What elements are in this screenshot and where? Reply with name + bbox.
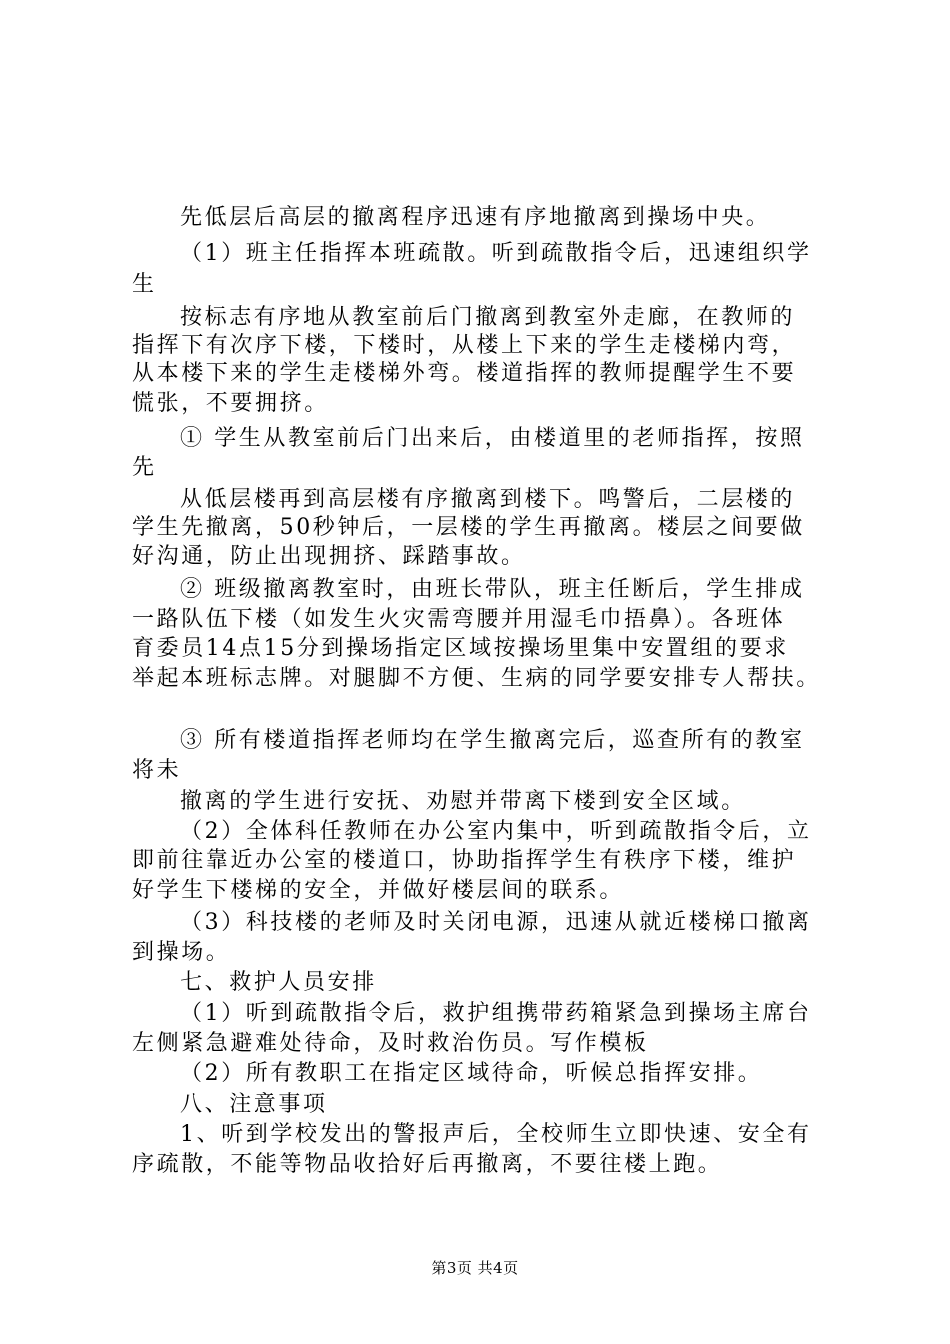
body-text-line: ③ 所有楼道指挥老师均在学生撤离完后，巡查所有的教室 bbox=[180, 728, 805, 753]
body-text-line: 从本楼下来的学生走楼梯外弯。楼道指挥的教师提醒学生不要 bbox=[132, 361, 797, 386]
body-text-line: 学生先撤离，50秒钟后，一层楼的学生再撤离。楼层之间要做 bbox=[132, 515, 805, 540]
body-text-line: 序疏散，不能等物品收拾好后再撤离，不要往楼上跑。 bbox=[132, 1152, 723, 1177]
body-text-line: 左侧紧急避难处待命，及时救治伤员。写作模板 bbox=[132, 1031, 649, 1056]
body-text-line: 1、听到学校发出的警报声后，全校师生立即快速、安全有 bbox=[180, 1122, 812, 1147]
body-text-line: 好学生下楼梯的安全，并做好楼层间的联系。 bbox=[132, 878, 625, 903]
body-text-line: 举起本班标志牌。对腿脚不方便、生病的同学要安排专人帮扶。 bbox=[132, 666, 821, 691]
body-text-line: （2）全体科任教师在办公室内集中，听到疏散指令后，立 bbox=[180, 819, 812, 844]
body-text-line: 生 bbox=[132, 272, 157, 297]
body-text-line: 到操场。 bbox=[132, 940, 231, 965]
body-text-line: 先低层后高层的撤离程序迅速有序地撤离到操场中央。 bbox=[180, 205, 771, 230]
body-text-line: 按标志有序地从教室前后门撤离到教室外走廊，在教师的 bbox=[180, 305, 796, 330]
body-text-line: 将未 bbox=[132, 758, 182, 783]
body-text-line: 指挥下有次序下楼，下楼时，从楼上下来的学生走楼梯内弯， bbox=[132, 333, 797, 358]
body-text-line: （2）所有教职工在指定区域待命，听候总指挥安排。 bbox=[180, 1061, 763, 1086]
body-text-line: 先 bbox=[132, 455, 157, 480]
page-number-footer: 第3页 共4页 bbox=[431, 1259, 519, 1277]
body-text-line: 好沟通，防止出现拥挤、踩踏事故。 bbox=[132, 544, 526, 569]
body-text-line: 慌张，不要拥挤。 bbox=[132, 391, 329, 416]
section-heading: 八、注意事项 bbox=[180, 1092, 328, 1117]
body-text-line: ② 班级撤离教室时，由班长带队，班主任断后，学生排成 bbox=[180, 577, 805, 602]
body-text-line: 即前往靠近办公室的楼道口，协助指挥学生有秩序下楼，维护 bbox=[132, 848, 797, 873]
body-text-line: 撤离的学生进行安抚、劝慰并带离下楼到安全区域。 bbox=[180, 789, 746, 814]
body-text-line: （3）科技楼的老师及时关闭电源，迅速从就近楼梯口撤离 bbox=[180, 910, 812, 935]
body-text-line: （1）班主任指挥本班疏散。听到疏散指令后，迅速组织学 bbox=[180, 241, 812, 266]
body-text-line: 从低层楼再到高层楼有序撤离到楼下。鸣警后，二层楼的 bbox=[180, 487, 796, 512]
body-text-line: 育委员14点15分到操场指定区域按操场里集中安置组的要求 bbox=[132, 636, 789, 661]
section-heading: 七、救护人员安排 bbox=[180, 970, 377, 995]
body-text-line: ① 学生从教室前后门出来后，由楼道里的老师指挥，按照 bbox=[180, 426, 805, 451]
body-text-line: （1）听到疏散指令后，救护组携带药箱紧急到操场主席台 bbox=[180, 1001, 812, 1026]
body-text-line: 一路队伍下楼（如发生火灾需弯腰并用湿毛巾捂鼻）。各班体 bbox=[132, 607, 786, 632]
